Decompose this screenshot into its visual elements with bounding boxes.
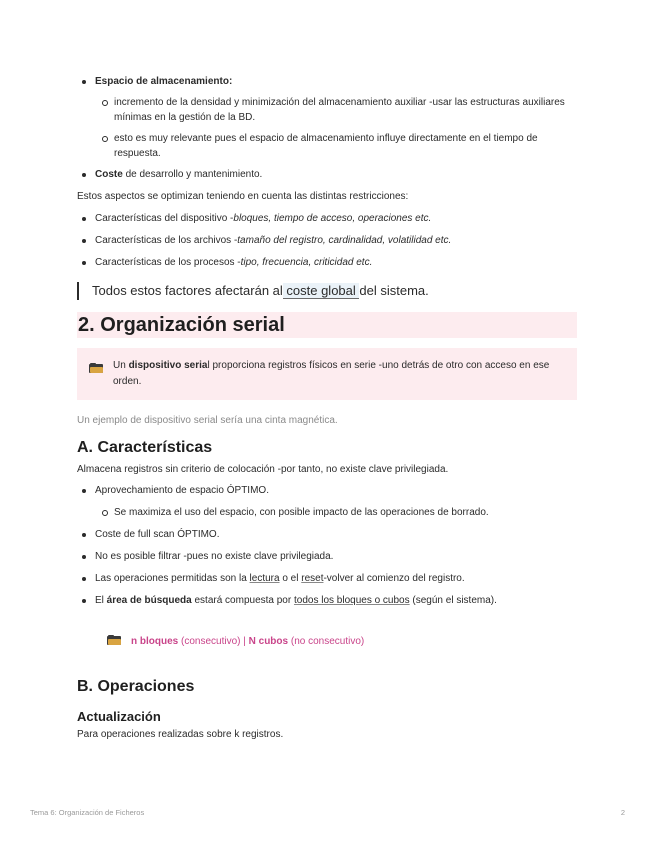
restriction-detail: tipo, frecuencia, criticidad etc. [240, 257, 373, 268]
callout-text-start: Un [113, 360, 129, 371]
restriction-label: Características de los procesos - [95, 257, 241, 268]
quote-block [77, 282, 577, 300]
link-bloques-cubos[interactable]: todos los bloques o cubos [293, 595, 410, 606]
operations-heading: B. Operaciones [77, 678, 195, 695]
callout-text-end: l proporciona registros físicos en serie -uno detrás de otro con acceso en ese orden. [113, 360, 550, 387]
restriction-label: Características del dispositivo - [95, 213, 234, 224]
list-item [77, 527, 577, 542]
features-intro: Almacena registros sin criterio de colocación -por tanto, no existe clave privilegiada. [77, 464, 449, 475]
blocks-label: n bloques [131, 635, 179, 647]
buckets-note: (no consecutivo) [288, 635, 365, 647]
feature-text: No es posible filtrar -pues no existe clave privilegiada. [95, 551, 334, 562]
feature-text: Coste de full scan ÓPTIMO. [95, 529, 220, 540]
operations-text: Para operaciones realizadas sobre k registros. [77, 729, 284, 740]
feature-text: Las operaciones permitidas son la [95, 573, 250, 584]
feature-text: (según el sistema). [409, 595, 497, 606]
list-item-cost [77, 167, 577, 182]
section-title: 2. Organización serial [77, 312, 577, 338]
list-item-restriction [77, 233, 577, 248]
callout-blocks [77, 632, 577, 650]
callout-bold: dispositivo seria [128, 360, 208, 371]
buckets-label: N cubos [248, 635, 289, 647]
restriction-label: Características de los archivos - [95, 235, 238, 246]
link-reset[interactable]: reset [301, 573, 324, 584]
restriction-detail: bloques, tiempo de acceso, operaciones etc. [233, 213, 432, 224]
storage-sub2-text: esto es muy relevante pues el espacio de almacenamiento influye directamente en el tiempo de respuesta. [114, 133, 538, 159]
restriction-detail: tamaño del registro, cardinalidad, volatilidad etc. [237, 235, 452, 246]
list-item-storage [77, 74, 577, 89]
link-lectura[interactable]: lectura [249, 573, 280, 584]
cost-bold: Coste [95, 169, 123, 180]
folder-icon [107, 632, 131, 650]
feature-text: o el [279, 573, 302, 584]
sub-list-item [77, 505, 577, 520]
folder-icon [89, 358, 113, 390]
callout-text [113, 358, 565, 390]
cost-rest: de desarrollo y mantenimiento. [122, 169, 263, 180]
feature-text: El [95, 595, 107, 606]
list-item-restriction [77, 255, 577, 270]
feature-text: Aprovechamiento de espacio ÓPTIMO. [95, 485, 269, 496]
storage-title: Espacio de almacenamiento: [95, 76, 233, 87]
features-heading: A. Características [77, 439, 213, 456]
feature-bold: área de búsqueda [106, 595, 192, 606]
blocks-note: (consecutivo) | [178, 635, 249, 647]
feature-text: -volver al comienzo del registro. [323, 573, 465, 584]
list-item [77, 571, 577, 586]
list-item-restriction [77, 211, 577, 226]
storage-sub1-text: incremento de la densidad y minimización del almacenamiento auxiliar -usar las estructuras auxiliares mínimas en la gestión de la BD. [114, 97, 565, 123]
operations-subheading: Actualización [77, 709, 161, 724]
feature-sub-text: Se maximiza el uso del espacio, con posible impacto de las operaciones de borrado. [114, 507, 489, 518]
list-item [77, 483, 577, 498]
feature-text: estará compuesta por [191, 595, 294, 606]
example-text: Un ejemplo de dispositivo serial sería una cinta magnética. [77, 415, 338, 426]
page-content [77, 74, 577, 742]
list-item [77, 593, 577, 608]
list-item [77, 549, 577, 564]
page-number: 2 [620, 808, 625, 817]
footer-title: Tema 6: Organización de Ficheros [30, 808, 145, 817]
sub-list-item [77, 131, 577, 161]
sub-list-item [77, 95, 577, 125]
quote-text: Todos estos factores afectarán al [92, 283, 283, 298]
quote-text-end: del sistema. [359, 283, 429, 298]
callout-serial-device [77, 348, 577, 400]
restrictions-intro: Estos aspectos se optimizan teniendo en cuenta las distintas restricciones: [77, 191, 409, 202]
quote-highlight: coste global [282, 283, 360, 298]
